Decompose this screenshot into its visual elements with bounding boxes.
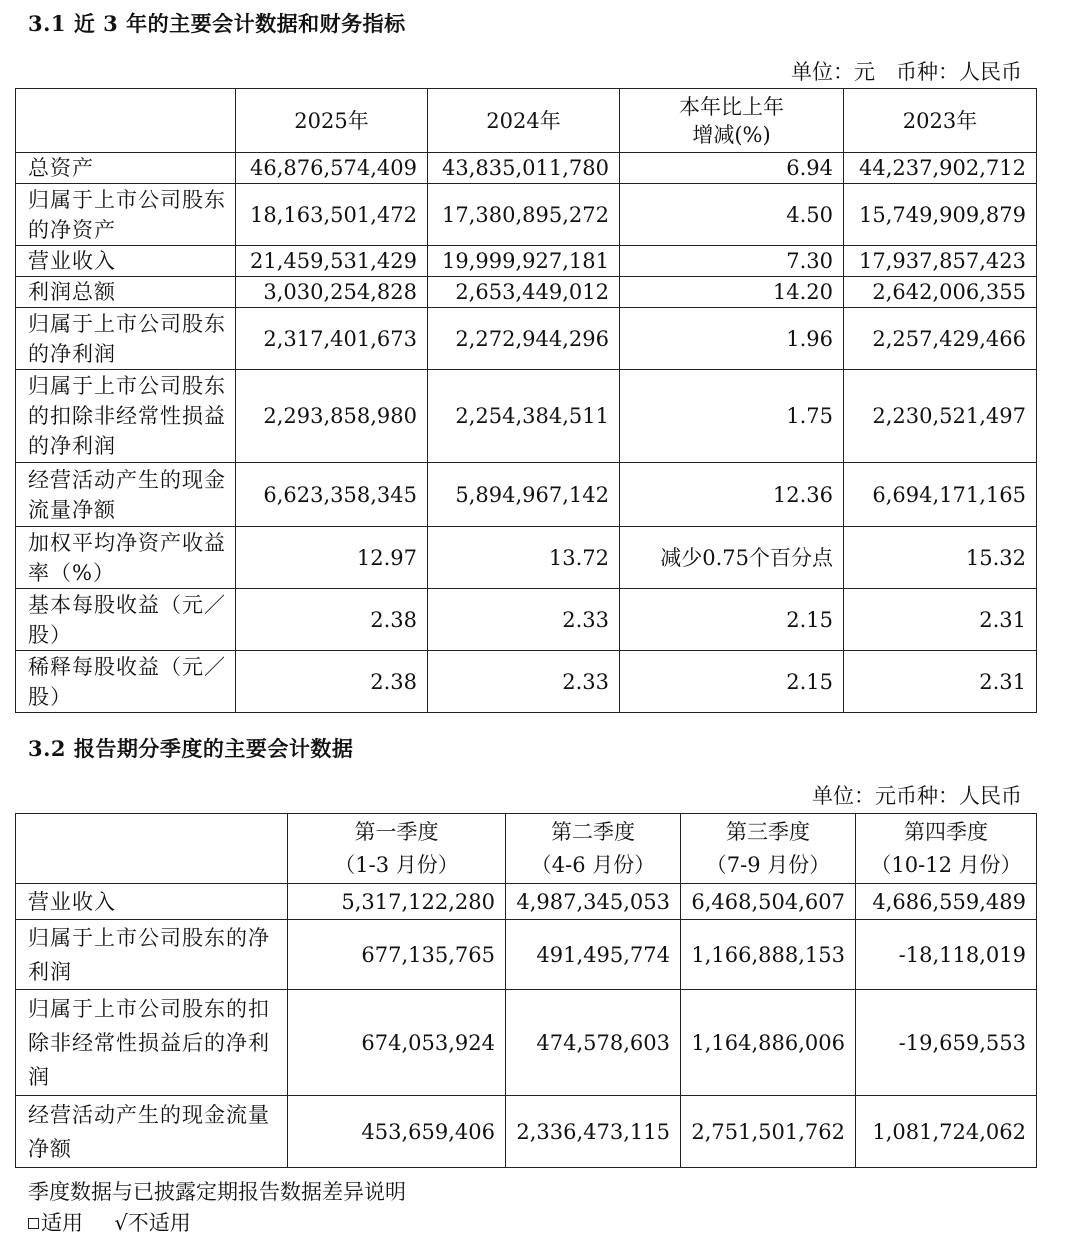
table-row — [16, 153, 1037, 184]
value-q4: 4,686,559,489 — [856, 884, 1037, 920]
row-label: 利润总额 — [16, 277, 236, 308]
header-cell-2025: 2025年 — [236, 89, 428, 153]
value-2023: 15.32 — [844, 527, 1037, 589]
value-change: 4.50 — [620, 184, 844, 246]
value-change: 2.15 — [620, 651, 844, 713]
value-q1: 453,659,406 — [288, 1096, 506, 1168]
header-cell-empty — [16, 89, 236, 153]
value-2024: 13.72 — [428, 527, 620, 589]
value-q4: 1,081,724,062 — [856, 1096, 1037, 1168]
value-2024: 43,835,011,780 — [428, 153, 620, 184]
header-cell-q4: 第四季度 （10-12 月份） — [856, 814, 1037, 884]
value-q2: 491,495,774 — [506, 920, 681, 990]
value-2023: 17,937,857,423 — [844, 246, 1037, 277]
row-label: 归属于上市公司股东的净资产 — [16, 184, 236, 246]
value-change: 2.15 — [620, 589, 844, 651]
value-2025: 2,317,401,673 — [236, 308, 428, 370]
table-row — [16, 1096, 1037, 1168]
value-2023: 2.31 — [844, 589, 1037, 651]
value-q2: 474,578,603 — [506, 990, 681, 1096]
value-2025: 2.38 — [236, 589, 428, 651]
value-change: 1.75 — [620, 370, 844, 463]
value-change: 7.30 — [620, 246, 844, 277]
value-2024: 2,272,944,296 — [428, 308, 620, 370]
value-2025: 18,163,501,472 — [236, 184, 428, 246]
header-cell-2024: 2024年 — [428, 89, 620, 153]
value-2025: 12.97 — [236, 527, 428, 589]
table-row — [16, 589, 1037, 651]
unit-label-3-1: 单位：元 币种：人民币 — [791, 60, 1022, 84]
value-2023: 44,237,902,712 — [844, 153, 1037, 184]
row-label: 归属于上市公司股东的扣除非经常性损益后的净利润 — [16, 990, 288, 1096]
section-title-3-2: 3.2 报告期分季度的主要会计数据 — [28, 736, 354, 761]
row-label: 营业收入 — [16, 246, 236, 277]
table-row — [16, 920, 1037, 990]
row-label: 归属于上市公司股东的扣除非经常性损益的净利润 — [16, 370, 236, 463]
value-q3: 1,166,888,153 — [681, 920, 856, 990]
value-q4: -18,118,019 — [856, 920, 1037, 990]
header-cell-q2: 第二季度 （4-6 月份） — [506, 814, 681, 884]
table-row — [16, 884, 1037, 920]
value-q2: 2,336,473,115 — [506, 1096, 681, 1168]
value-2023: 2.31 — [844, 651, 1037, 713]
section-title-3-1: 3.1 近 3 年的主要会计数据和财务指标 — [28, 11, 406, 36]
value-change: 1.96 — [620, 308, 844, 370]
value-2023: 2,642,006,355 — [844, 277, 1037, 308]
table-row — [16, 246, 1037, 277]
value-q3: 2,751,501,762 — [681, 1096, 856, 1168]
header-cell-empty — [16, 814, 288, 884]
row-label: 归属于上市公司股东的净利润 — [16, 308, 236, 370]
value-q1: 674,053,924 — [288, 990, 506, 1096]
quarterly-financial-table — [15, 813, 1037, 1168]
value-2024: 2,254,384,511 — [428, 370, 620, 463]
value-2024: 19,999,927,181 — [428, 246, 620, 277]
value-q2: 4,987,345,053 — [506, 884, 681, 920]
value-2025: 2,293,858,980 — [236, 370, 428, 463]
value-2025: 46,876,574,409 — [236, 153, 428, 184]
value-q1: 677,135,765 — [288, 920, 506, 990]
quarterly-difference-note: 季度数据与已披露定期报告数据差异说明 — [28, 1180, 406, 1204]
table-row — [16, 463, 1037, 527]
value-2023: 6,694,171,165 — [844, 463, 1037, 527]
value-2023: 2,230,521,497 — [844, 370, 1037, 463]
unit-label-3-2: 单位：元币种：人民币 — [812, 784, 1022, 808]
header-cell-2023: 2023年 — [844, 89, 1037, 153]
table-header-row — [16, 89, 1037, 153]
value-q3: 1,164,886,006 — [681, 990, 856, 1096]
annual-financial-table — [15, 88, 1037, 713]
value-2023: 15,749,909,879 — [844, 184, 1037, 246]
value-change: 6.94 — [620, 153, 844, 184]
row-label: 营业收入 — [16, 884, 288, 920]
row-label: 经营活动产生的现金流量净额 — [16, 463, 236, 527]
header-cell-change: 本年比上年 增减(%) — [620, 89, 844, 153]
row-label: 基本每股收益（元／股） — [16, 589, 236, 651]
value-q1: 5,317,122,280 — [288, 884, 506, 920]
table-row — [16, 990, 1037, 1096]
value-2025: 2.38 — [236, 651, 428, 713]
value-2024: 2,653,449,012 — [428, 277, 620, 308]
value-2025: 3,030,254,828 — [236, 277, 428, 308]
value-q4: -19,659,553 — [856, 990, 1037, 1096]
row-label: 经营活动产生的现金流量净额 — [16, 1096, 288, 1168]
header-cell-q3: 第三季度 （7-9 月份） — [681, 814, 856, 884]
row-label: 总资产 — [16, 153, 236, 184]
header-cell-q1: 第一季度 （1-3 月份） — [288, 814, 506, 884]
applicability-options — [28, 1207, 191, 1237]
value-2025: 6,623,358,345 — [236, 463, 428, 527]
table-row — [16, 527, 1037, 589]
table-header-row — [16, 814, 1037, 884]
table-row — [16, 370, 1037, 463]
table-row — [16, 184, 1037, 246]
row-label: 加权平均净资产收益率（%） — [16, 527, 236, 589]
option-not-applicable-label: √不适用 — [114, 1211, 191, 1235]
row-label: 稀释每股收益（元／股） — [16, 651, 236, 713]
option-applicable-label: 适用 — [41, 1211, 83, 1235]
value-2024: 17,380,895,272 — [428, 184, 620, 246]
value-q3: 6,468,504,607 — [681, 884, 856, 920]
value-change: 14.20 — [620, 277, 844, 308]
table-row — [16, 277, 1037, 308]
checkbox-empty-icon — [28, 1218, 39, 1229]
value-2024: 2.33 — [428, 589, 620, 651]
table-row — [16, 308, 1037, 370]
value-2025: 21,459,531,429 — [236, 246, 428, 277]
value-change: 12.36 — [620, 463, 844, 527]
value-2024: 5,894,967,142 — [428, 463, 620, 527]
value-2023: 2,257,429,466 — [844, 308, 1037, 370]
row-label: 归属于上市公司股东的净利润 — [16, 920, 288, 990]
table-row — [16, 651, 1037, 713]
value-change: 减少0.75个百分点 — [620, 527, 844, 589]
value-2024: 2.33 — [428, 651, 620, 713]
